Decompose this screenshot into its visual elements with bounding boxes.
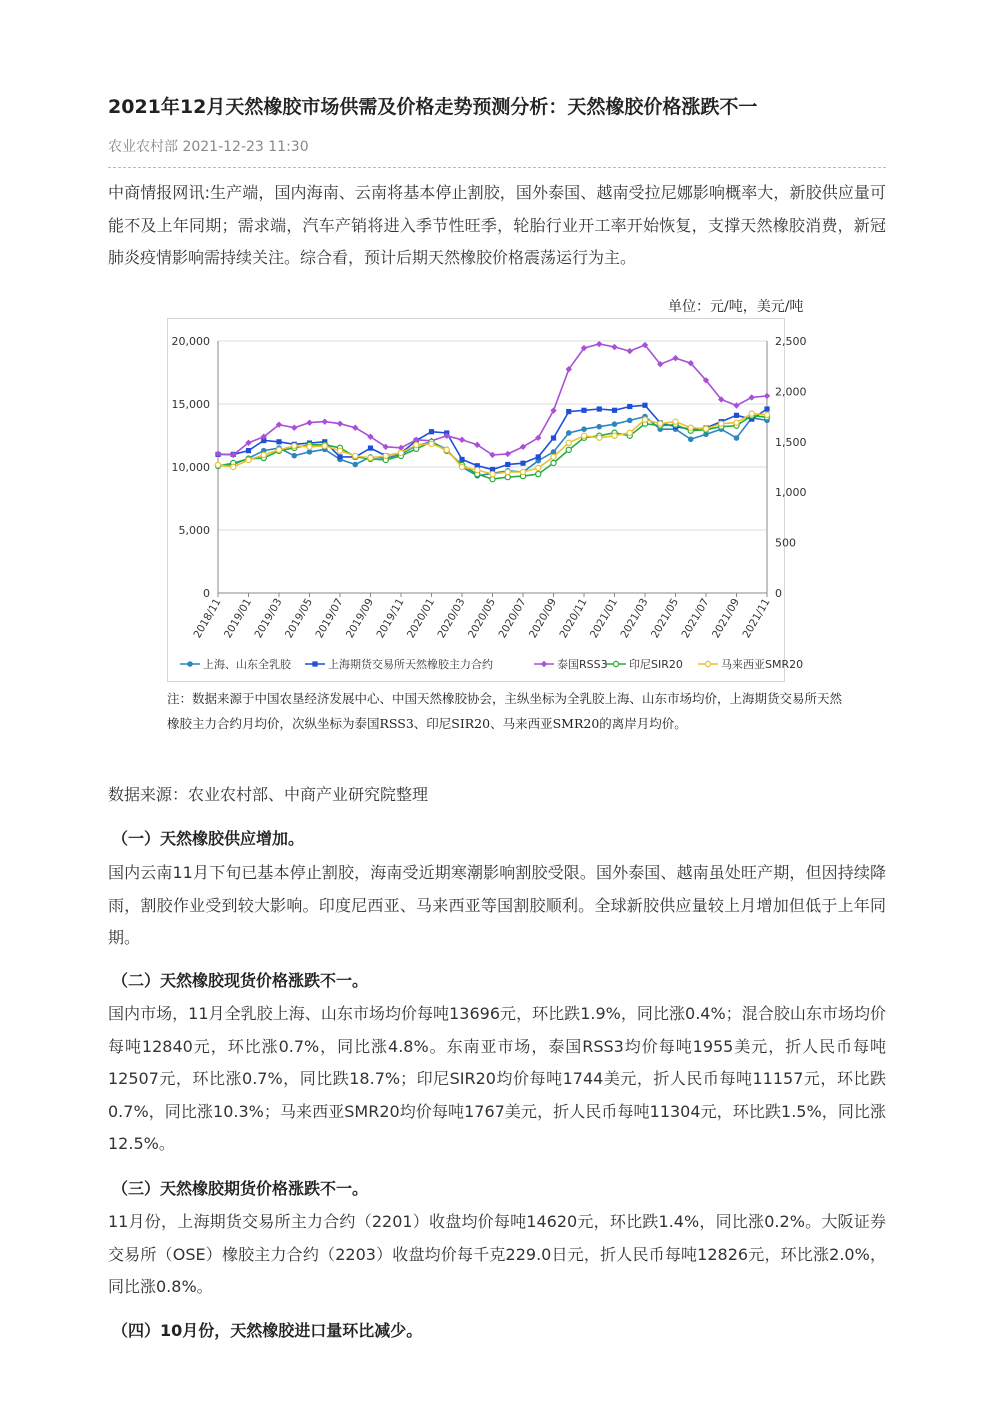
data-point [292,443,297,448]
price-chart [167,318,807,682]
data-point [536,454,541,459]
article-meta [108,136,309,156]
x-tick-label: 2019/01 [221,596,255,641]
data-point [231,464,236,469]
chart-unit-label: 单位：元/吨，美元/吨 [668,299,804,315]
section-2-heading: （二）天然橡胶现货价格涨跌不一。 [112,971,369,990]
section-4-heading: （四）10月份，天然橡胶进口量环比减少。 [112,1321,423,1340]
divider [108,167,886,168]
section-1-heading: （一）天然橡胶供应增加。 [112,829,305,848]
x-tick-label: 2021/09 [709,596,743,641]
data-point [383,453,388,458]
data-point [764,412,769,417]
data-point [459,457,464,462]
x-tick-label: 2019/11 [374,596,407,641]
x-tick-label: 2021/01 [587,596,621,641]
data-point [398,450,403,455]
data-point [536,471,541,476]
y-right-tick-label: 1,500 [775,435,807,449]
legend-marker [312,661,317,666]
data-point [566,440,571,445]
data-point [291,453,297,459]
x-tick-label: 2021/03 [618,596,651,641]
series-line-3 [218,344,767,455]
legend-marker [187,661,193,667]
y-left-tick-label: 10,000 [171,461,210,474]
data-point [337,420,343,426]
data-point [414,442,419,447]
data-point [764,406,769,411]
data-point [581,433,586,438]
data-point [276,439,281,444]
data-point [764,393,770,399]
data-point [551,460,556,465]
data-point [444,447,449,452]
data-point [749,411,754,416]
data-point [612,421,618,427]
data-point [642,417,647,422]
data-point [352,462,358,468]
data-point [581,426,587,432]
x-tick-label: 2019/03 [252,596,285,641]
intro-paragraph: 中商情报网讯:生产端，国内海南、云南将基本停止割胶，国外泰国、越南受拉尼娜影响概率大，新胶供应量可能不及上年同期；需求端，汽车产销将进入季节性旺季，轮胎行业开工率开始恢复，支撑天然橡胶消费，新冠肺炎疫情影响需持续关注。综合看，预计后期天然橡胶价格震荡运行为主。 [108,183,886,267]
section-3-heading: （三）天然橡胶期货价格涨跌不一。 [112,1179,369,1198]
data-point [611,344,617,350]
article-source[interactable]: 农业农村部 [108,139,178,155]
x-tick-label: 2020/11 [557,596,590,641]
data-point [368,455,373,460]
data-point [596,341,602,347]
x-tick-label: 2021/07 [679,596,712,641]
x-tick-label: 2018/11 [191,596,224,641]
data-point [322,418,328,424]
data-point [566,430,572,436]
data-point [596,424,602,430]
data-point [520,469,525,474]
y-left-tick-label: 5,000 [178,524,210,537]
data-point [703,426,708,431]
data-point [551,454,556,459]
chart-note: 注：数据来源于中国农垦经济发展中心、中国天然橡胶协会，主纵坐标为全乳胶上海、山东市场均价，上海期货交易所天然橡胶主力合约月均价，次纵坐标为泰国RSS3、印尼SIR20、马来西亚SMR20的离岸月均价。 [167,691,843,731]
data-point [505,469,510,474]
data-point [536,465,541,470]
data-point [337,448,342,453]
x-tick-label: 2019/05 [282,596,316,641]
data-point [673,419,678,424]
data-point [734,420,739,425]
data-point [505,462,510,467]
article-title: 2021年12月天然橡胶市场供需及价格走势预测分析：天然橡胶价格涨跌不一 [108,96,758,118]
y-right-tick-label: 0 [775,587,782,600]
data-point [475,467,480,472]
legend-label: 泰国RSS3 [557,658,608,671]
data-point [368,446,373,451]
data-point [672,355,678,361]
data-point [520,461,525,466]
legend-marker [705,661,710,666]
legend-label: 印尼SIR20 [629,658,683,671]
legend-marker [541,661,547,667]
y-left-tick-label: 15,000 [171,398,210,411]
data-point [215,462,220,467]
data-point [261,452,266,457]
x-tick-label: 2019/07 [313,596,346,641]
data-point [566,447,571,452]
data-point [612,408,617,413]
data-point [612,433,617,438]
data-point [551,435,556,440]
legend-label: 上海期货交易所天然橡胶主力合约 [328,658,493,671]
data-point [505,474,510,479]
data-point [306,419,312,425]
legend-label: 马来西亚SMR20 [721,658,804,671]
data-point [719,421,724,426]
x-tick-label: 2020/07 [496,596,529,641]
data-point [246,448,251,453]
data-point [688,425,693,430]
data-point [688,436,694,442]
section-2-text: 国内市场，11月全乳胶上海、山东市场均价每吨13696元，环比跌1.9%，同比涨0.4%；混合胶山东市场均价每吨12840元，环比涨0.7%，同比涨4.8%。东南亚市场，泰国RSS3均价每吨1955美元，折人民币每吨12507元，环比涨0.7%，同比跌18.7%；印尼SIR20均价每吨1744美元，折人民币每吨11157元，环比跌0.7%，同比涨10.3%；马来西亚SMR20均价每吨1767美元，折人民币每吨11304元，环比跌1.5%，同比涨12.5%。 [108,1004,886,1153]
data-point [597,406,602,411]
data-point [627,430,632,435]
legend-marker [613,661,618,666]
data-point [627,404,632,409]
data-point [291,424,297,430]
data-point [337,454,342,459]
data-source: 数据来源：农业农村部、中商产业研究院整理 [108,785,429,804]
section-1-text: 国内云南11月下旬已基本停止割胶，海南受近期寒潮影响割胶受限。国外泰国、越南虽处旺产期，但因持续降雨，割胶作业受到较大影响。印度尼西亚、马来西亚等国割胶顺利。全球新胶供应量较上月增加但低于上年同期。 [108,863,886,947]
price-chart-svg [168,319,807,681]
y-left-tick-label: 0 [203,587,210,600]
y-right-tick-label: 500 [775,536,796,550]
data-point [658,421,663,426]
data-point [627,418,633,424]
data-point [459,437,465,443]
x-tick-label: 2021/11 [740,596,773,641]
y-right-tick-label: 2,000 [775,385,807,399]
data-point [307,444,312,449]
data-point [459,464,464,469]
data-point [429,429,434,434]
article-date: 2021-12-23 11:30 [182,139,309,155]
legend-label: 上海、山东全乳胶 [203,658,291,671]
data-point [246,457,251,462]
x-tick-label: 2020/03 [435,596,468,641]
x-tick-label: 2021/05 [648,596,682,641]
x-tick-label: 2019/09 [343,596,377,641]
y-left-tick-label: 20,000 [171,335,210,348]
data-point [597,435,602,440]
data-point [490,476,495,481]
section-3-text: 11月份，上海期货交易所主力合约（2201）收盘均价每吨14620元，环比跌1.4%，同比涨0.2%。大阪证券交易所（OSE）橡胶主力合约（2203）收盘均价每千克229.0日元，折人民币每吨12826元，环比涨2.0%，同比涨0.8%。 [108,1212,886,1296]
data-point [734,413,739,418]
data-point [276,447,281,452]
data-point [353,453,358,458]
series-line-2 [218,405,767,469]
data-point [550,407,556,413]
data-point [627,348,633,354]
data-point [642,403,647,408]
x-tick-label: 2020/05 [465,596,499,641]
x-tick-label: 2020/01 [404,596,438,641]
data-point [566,409,571,414]
data-point [581,408,586,413]
data-point [429,441,434,446]
data-point [733,402,739,408]
data-point [734,435,740,441]
y-right-tick-label: 2,500 [775,335,807,348]
data-point [490,471,495,476]
data-point [749,394,755,400]
y-right-tick-label: 1,000 [775,486,807,500]
data-point [322,443,327,448]
data-point [505,451,511,457]
x-tick-label: 2020/09 [526,596,560,641]
